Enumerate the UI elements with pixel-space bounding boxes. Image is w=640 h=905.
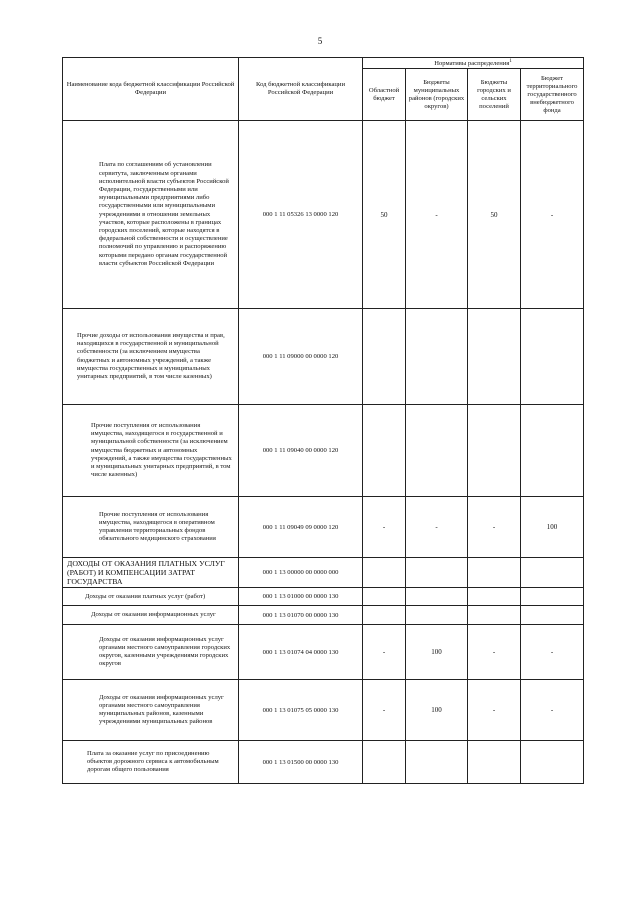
row-name: Доходы от оказания информационных услуг bbox=[63, 606, 239, 625]
row-fund-value: - bbox=[521, 680, 584, 741]
row-fund-value: - bbox=[521, 625, 584, 680]
row-name: Прочие поступления от использования имущества, находящегося в государственной и муниципальной собственности (за исключением имущества бюджетных и автономных учреждений, а также имущества государственных и муниципальных унитарных предприятий, в том числе казенных) bbox=[63, 405, 239, 497]
row-regional-value: - bbox=[363, 680, 406, 741]
row-fund-value bbox=[521, 309, 584, 405]
table-row bbox=[63, 741, 584, 784]
table-row bbox=[63, 588, 584, 606]
row-regional-value: 50 bbox=[363, 121, 406, 309]
row-fund-value bbox=[521, 741, 584, 784]
row-name: Доходы от оказания информационных услуг органами местного самоуправления городских округов, казенными учреждениями городских округов bbox=[63, 625, 239, 680]
row-code: 000 1 11 09000 00 0000 120 bbox=[239, 309, 363, 405]
row-code: 000 1 11 09040 00 0000 120 bbox=[239, 405, 363, 497]
row-regional-value bbox=[363, 741, 406, 784]
row-settlements-value: - bbox=[468, 680, 521, 741]
row-code: 000 1 13 01074 04 0000 130 bbox=[239, 625, 363, 680]
table-row bbox=[63, 121, 584, 309]
row-code: 000 1 13 01500 00 0000 130 bbox=[239, 741, 363, 784]
row-municipal-value bbox=[406, 558, 468, 588]
row-name: Плата за оказание услуг по присоединению объектов дорожного сервиса к автомобильным дорогам общего пользования bbox=[63, 741, 239, 784]
page-number: 5 bbox=[317, 36, 323, 46]
row-name: Прочие поступления от использования имущества, находящегося в оперативном управлении территориальных фондов обязательного медицинского страхования bbox=[63, 497, 239, 558]
row-name: Плата по соглашениям об установлении сервитута, заключенным органами исполнительной власти субъектов Российской Федерации, государственными или муниципальными предприятиями либо государственными или муниципальными учреждениями в отношении земельных участков, которые расположены в границах городских поселений, которые находятся в федеральной собственности и осуществление полномочий по управлению и распоряжению которыми передано органам государственной власти субъектов Российской Федерации bbox=[63, 121, 239, 309]
header-name-column: Наименование кода бюджетной классификации Российской Федерации bbox=[63, 58, 239, 121]
row-municipal-value bbox=[406, 606, 468, 625]
row-code: 000 1 13 01000 00 0000 130 bbox=[239, 588, 363, 606]
table-row bbox=[63, 497, 584, 558]
row-name: Доходы от оказания платных услуг (работ) bbox=[63, 588, 239, 606]
row-settlements-value: 50 bbox=[468, 121, 521, 309]
footnote-marker: 1 bbox=[509, 59, 512, 64]
row-regional-value bbox=[363, 405, 406, 497]
row-settlements-value bbox=[468, 606, 521, 625]
row-fund-value bbox=[521, 558, 584, 588]
row-code: 000 1 13 01070 00 0000 130 bbox=[239, 606, 363, 625]
row-fund-value bbox=[521, 405, 584, 497]
row-code: 000 1 13 01075 05 0000 130 bbox=[239, 680, 363, 741]
table-row bbox=[63, 680, 584, 741]
header-territorial-fund: Бюджет территориального государственного внебюджетного фонда bbox=[521, 69, 584, 121]
row-name: Доходы от оказания информационных услуг органами местного самоуправления муниципальных районов, казенными учреждениями муниципальных районов bbox=[63, 680, 239, 741]
row-municipal-value bbox=[406, 588, 468, 606]
row-fund-value: 100 bbox=[521, 497, 584, 558]
row-settlements-value bbox=[468, 309, 521, 405]
header-code-column: Код бюджетной классификации Российской Федерации bbox=[239, 58, 363, 121]
row-settlements-value: - bbox=[468, 625, 521, 680]
header-settlement-budgets: Бюджеты городских и сельских поселений bbox=[468, 69, 521, 121]
row-municipal-value bbox=[406, 741, 468, 784]
row-municipal-value: - bbox=[406, 121, 468, 309]
header-norms-group: Нормативы распределения$^1$ bbox=[363, 58, 584, 69]
table-row bbox=[63, 558, 584, 588]
row-code: 000 1 11 09049 09 0000 120 bbox=[239, 497, 363, 558]
table-row bbox=[63, 405, 584, 497]
row-regional-value: - bbox=[363, 497, 406, 558]
row-code: 000 1 11 05326 13 0000 120 bbox=[239, 121, 363, 309]
row-name: ДОХОДЫ ОТ ОКАЗАНИЯ ПЛАТНЫХ УСЛУГ (РАБОТ) И КОМПЕНСАЦИИ ЗАТРАТ ГОСУДАРСТВА bbox=[63, 558, 239, 588]
row-code: 000 1 13 00000 00 0000 000 bbox=[239, 558, 363, 588]
table-row bbox=[63, 606, 584, 625]
row-fund-value: - bbox=[521, 121, 584, 309]
row-fund-value bbox=[521, 588, 584, 606]
budget-classification-table bbox=[62, 57, 584, 784]
row-settlements-value bbox=[468, 558, 521, 588]
row-municipal-value: 100 bbox=[406, 680, 468, 741]
table-row bbox=[63, 625, 584, 680]
row-name: Прочие доходы от использования имущества и прав, находящихся в государственной и муниципальной собственности (за исключением имущества бюджетных и автономных учреждений, а также имущества государственных и муниципальных унитарных предприятий, в том числе казенных) bbox=[63, 309, 239, 405]
table-row bbox=[63, 309, 584, 405]
row-regional-value bbox=[363, 309, 406, 405]
header-regional-budget: Областной бюджет bbox=[363, 69, 406, 121]
row-fund-value bbox=[521, 606, 584, 625]
row-municipal-value bbox=[406, 309, 468, 405]
row-settlements-value bbox=[468, 588, 521, 606]
row-settlements-value: - bbox=[468, 497, 521, 558]
row-settlements-value bbox=[468, 405, 521, 497]
row-regional-value: - bbox=[363, 625, 406, 680]
header-municipal-budgets: Бюджеты муниципальных районов (городских округов) bbox=[406, 69, 468, 121]
row-regional-value bbox=[363, 588, 406, 606]
row-municipal-value bbox=[406, 405, 468, 497]
row-municipal-value: - bbox=[406, 497, 468, 558]
row-regional-value bbox=[363, 558, 406, 588]
row-regional-value bbox=[363, 606, 406, 625]
row-settlements-value bbox=[468, 741, 521, 784]
row-municipal-value: 100 bbox=[406, 625, 468, 680]
